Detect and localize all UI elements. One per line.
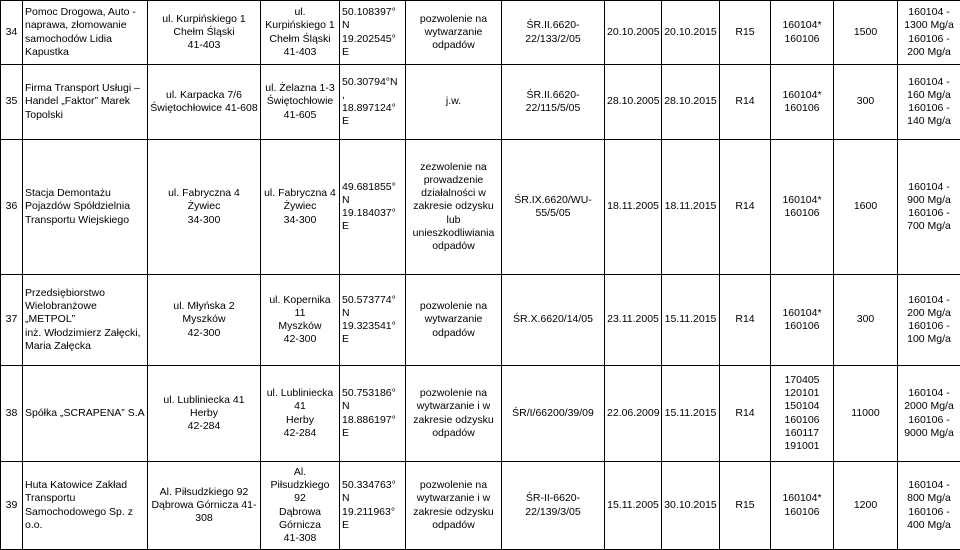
cell-date-valid: 15.11.2015 [662, 366, 720, 462]
cell-text-line: 18.897124° [342, 102, 403, 115]
cell-coordinates [340, 462, 406, 550]
cell-company-name [23, 275, 148, 366]
cell-company-name [23, 140, 148, 275]
cell-decision-number [502, 462, 605, 550]
cell-decision-number [502, 140, 605, 275]
cell-company-name [23, 65, 148, 140]
cell-text-line: 42-284 [150, 420, 258, 433]
cell-limits [898, 275, 960, 366]
cell-capacity: 1200 [834, 462, 898, 550]
cell-decision-type [406, 366, 502, 462]
cell-text-line: 400 Mg/a [900, 519, 958, 532]
cell-text-line: pozwolenie na [408, 13, 499, 26]
cell-text-line: Przedsiębiorstwo [25, 287, 145, 300]
cell-text-line: unieszkodliwiania [408, 227, 499, 240]
cell-text-line: Samochodowego Sp. z [25, 506, 145, 519]
cell-waste-codes [771, 366, 834, 462]
cell-text-line: Myszków [150, 313, 258, 326]
cell-text-line: 200 Mg/a [900, 307, 958, 320]
cell-text-line: Chełm Śląski [263, 33, 337, 46]
cell-site-address [261, 275, 340, 366]
cell-text-line: E [342, 46, 403, 59]
cell-text-line: Wielobranżowe „METPOL” [25, 300, 145, 326]
cell-company-address [148, 366, 261, 462]
cell-company-address [148, 275, 261, 366]
cell-waste-codes [771, 65, 834, 140]
cell-date-valid: 20.10.2015 [662, 1, 720, 65]
cell-text-line: Herby [150, 407, 258, 420]
cell-text-line: 160 Mg/a [900, 89, 958, 102]
cell-company-address [148, 65, 261, 140]
cell-text-line: 160106 [773, 33, 831, 46]
cell-text-line: pozwolenie na [408, 479, 499, 492]
cell-text-line: E [342, 115, 403, 128]
cell-text-line: zakresie odzysku [408, 506, 499, 519]
cell-text-line: 1300 Mg/a [900, 19, 958, 32]
cell-process-code: R14 [720, 140, 771, 275]
cell-date-issued: 20.10.2005 [605, 1, 662, 65]
cell-text-line: N [342, 492, 403, 505]
cell-text-line: 160104 - [900, 479, 958, 492]
cell-waste-codes [771, 140, 834, 275]
cell-text-line: 120101 [773, 387, 831, 400]
cell-text-line: 41-605 [263, 109, 337, 122]
cell-text-line: 900 Mg/a [900, 194, 958, 207]
cell-text-line: 41-403 [263, 46, 337, 59]
cell-text-line: ul. Fabryczna 4 [263, 187, 337, 200]
cell-lp: 35 [1, 65, 23, 140]
cell-text-line: 160106 - [900, 414, 958, 427]
table-row [1, 275, 960, 366]
cell-text-line: 308 [150, 512, 258, 525]
cell-text-line: 160106 - [900, 33, 958, 46]
cell-text-line: 800 Mg/a [900, 492, 958, 505]
cell-text-line: Myszków [263, 320, 337, 333]
cell-site-address [261, 65, 340, 140]
cell-text-line: 50.753186° [342, 387, 403, 400]
cell-limits [898, 1, 960, 65]
cell-text-line: wytwarzanie i w [408, 400, 499, 413]
cell-site-address [261, 140, 340, 275]
cell-capacity: 1600 [834, 140, 898, 275]
cell-text-line: ul. Lubliniecka [263, 387, 337, 400]
cell-text-line: Al. Piłsudzkiego 92 [150, 486, 258, 499]
cell-text-line: inż. Włodzimierz Załęcki, [25, 327, 145, 340]
cell-process-code: R15 [720, 1, 771, 65]
cell-date-issued: 18.11.2005 [605, 140, 662, 275]
cell-text-line: Pojazdów Spółdzielnia [25, 200, 145, 213]
cell-text-line: ul. [263, 6, 337, 19]
cell-text-line: 34-300 [263, 214, 337, 227]
cell-text-line: 160117 [773, 427, 831, 440]
cell-text-line: ŚR.II.6620-22/115/5/05 [504, 89, 602, 115]
cell-text-line: lub [408, 214, 499, 227]
cell-text-line: o.o. [25, 519, 145, 532]
cell-text-line: 160104 - [900, 6, 958, 19]
cell-capacity: 1500 [834, 1, 898, 65]
cell-text-line: E [342, 220, 403, 233]
cell-text-line: N [342, 194, 403, 207]
cell-text-line: 160104 - [900, 76, 958, 89]
cell-text-line: Maria Załęcka [25, 340, 145, 353]
cell-text-line: Dąbrowa Górnicza 41- [150, 499, 258, 512]
cell-text-line: 170405 [773, 374, 831, 387]
cell-text-line: prowadzenie [408, 174, 499, 187]
cell-text-line: ŚR.IX.6620/WU- [504, 194, 602, 207]
cell-text-line: 160104 - [900, 387, 958, 400]
cell-text-line: 160104* [773, 19, 831, 32]
cell-text-line: Dąbrowa [263, 506, 337, 519]
cell-date-issued: 28.10.2005 [605, 65, 662, 140]
cell-coordinates [340, 366, 406, 462]
cell-decision-number [502, 1, 605, 65]
cell-text-line: Transportu Wiejskiego [25, 214, 145, 227]
cell-text-line: Kapustka [25, 46, 145, 59]
cell-company-name [23, 462, 148, 550]
cell-text-line: Spółka „SCRAPENA” S.A [25, 407, 145, 420]
table-row [1, 462, 960, 550]
cell-text-line: 19.211963° [342, 506, 403, 519]
cell-text-line: ul. Żelazna 1-3 [263, 82, 337, 95]
cell-text-line: 50.30794°N [342, 76, 403, 89]
cell-decision-type [406, 275, 502, 366]
cell-text-line: działalności w [408, 187, 499, 200]
cell-waste-codes [771, 462, 834, 550]
cell-text-line: 700 Mg/a [900, 220, 958, 233]
cell-company-address [148, 462, 261, 550]
cell-text-line: ul. Kurpińskiego 1 [150, 13, 258, 26]
cell-text-line: 50.334763° [342, 479, 403, 492]
cell-date-valid: 15.11.2015 [662, 275, 720, 366]
cell-text-line: odpadów [408, 39, 499, 52]
cell-text-line: E [342, 333, 403, 346]
cell-limits [898, 462, 960, 550]
cell-capacity: 11000 [834, 366, 898, 462]
cell-lp: 36 [1, 140, 23, 275]
cell-text-line: 160104* [773, 194, 831, 207]
cell-coordinates [340, 1, 406, 65]
cell-text-line: 100 Mg/a [900, 333, 958, 346]
cell-text-line: odpadów [408, 519, 499, 532]
cell-text-line: N [342, 307, 403, 320]
cell-text-line: 200 Mg/a [900, 46, 958, 59]
cell-text-line: 160106 - [900, 102, 958, 115]
cell-text-line: ul. Lubliniecka 41 [150, 394, 258, 407]
cell-company-name [23, 366, 148, 462]
cell-decision-number [502, 275, 605, 366]
cell-text-line: 42-300 [263, 333, 337, 346]
cell-date-valid: 18.11.2015 [662, 140, 720, 275]
table-row [1, 65, 960, 140]
cell-date-valid: 30.10.2015 [662, 462, 720, 550]
cell-coordinates [340, 65, 406, 140]
cell-text-line: 2000 Mg/a [900, 400, 958, 413]
cell-text-line: Huta Katowice Zakład [25, 479, 145, 492]
cell-date-valid: 28.10.2015 [662, 65, 720, 140]
cell-date-issued: 23.11.2005 [605, 275, 662, 366]
cell-site-address [261, 1, 340, 65]
cell-text-line: j.w. [408, 95, 499, 108]
cell-text-line: 19.184037° [342, 207, 403, 220]
cell-date-issued: 22.06.2009 [605, 366, 662, 462]
cell-text-line: Firma Transport Usługi – [25, 82, 145, 95]
cell-text-line: 160106 [773, 102, 831, 115]
cell-limits [898, 65, 960, 140]
cell-limits [898, 366, 960, 462]
cell-text-line: 160106 - [900, 506, 958, 519]
cell-text-line: pozwolenie na [408, 387, 499, 400]
cell-decision-number [502, 65, 605, 140]
cell-text-line: 42-284 [263, 427, 337, 440]
cell-company-address [148, 1, 261, 65]
cell-text-line: odpadów [408, 240, 499, 253]
cell-company-address [148, 140, 261, 275]
cell-text-line: , [342, 89, 403, 102]
table-row [1, 1, 960, 65]
cell-text-line: E [342, 427, 403, 440]
cell-text-line: 55/5/05 [504, 207, 602, 220]
cell-waste-codes [771, 275, 834, 366]
cell-text-line: Stacja Demontażu [25, 187, 145, 200]
cell-text-line: ul. Karpacka 7/6 [150, 89, 258, 102]
cell-text-line: Kurpińskiego 1 [263, 19, 337, 32]
cell-lp: 39 [1, 462, 23, 550]
cell-decision-type [406, 1, 502, 65]
cell-text-line: zezwolenie na [408, 161, 499, 174]
cell-text-line: 160106 [773, 207, 831, 220]
cell-text-line: ŚR.II.6620-22/133/2/05 [504, 19, 602, 45]
cell-text-line: wytwarzanie [408, 26, 499, 39]
cell-text-line: Handel „Faktor” Marek [25, 95, 145, 108]
cell-lp: 38 [1, 366, 23, 462]
cell-text-line: wytwarzanie i w [408, 492, 499, 505]
cell-text-line: 160104* [773, 307, 831, 320]
cell-process-code: R14 [720, 366, 771, 462]
cell-text-line: 92 [263, 492, 337, 505]
cell-text-line: naprawa, złomowanie [25, 19, 145, 32]
cell-capacity: 300 [834, 275, 898, 366]
cell-text-line: Al. Piłsudzkiego [263, 466, 337, 492]
cell-text-line: Świętochłowie [263, 95, 337, 108]
cell-text-line: ul. Młyńska 2 [150, 300, 258, 313]
cell-decision-number [502, 366, 605, 462]
table-row [1, 366, 960, 462]
cell-text-line: 41 [263, 400, 337, 413]
cell-text-line: Transportu [25, 492, 145, 505]
cell-coordinates [340, 275, 406, 366]
cell-text-line: 41-308 [263, 532, 337, 545]
cell-process-code: R14 [720, 65, 771, 140]
cell-text-line: odpadów [408, 327, 499, 340]
cell-text-line: 160104* [773, 492, 831, 505]
cell-text-line: 41-403 [150, 39, 258, 52]
cell-text-line: wytwarzanie [408, 313, 499, 326]
cell-lp: 34 [1, 1, 23, 65]
cell-text-line: 50.573774° [342, 294, 403, 307]
cell-process-code: R15 [720, 462, 771, 550]
cell-text-line: 19.202545° [342, 33, 403, 46]
cell-coordinates [340, 140, 406, 275]
cell-site-address [261, 462, 340, 550]
table-row [1, 140, 960, 275]
cell-process-code: R14 [720, 275, 771, 366]
cell-text-line: 19.323541° [342, 320, 403, 333]
cell-limits [898, 140, 960, 275]
cell-text-line: Żywiec [150, 200, 258, 213]
cell-text-line: ul. Fabryczna 4 [150, 187, 258, 200]
cell-capacity: 300 [834, 65, 898, 140]
cell-text-line: ŚR/I/66200/39/09 [504, 407, 602, 420]
table-body [1, 1, 960, 550]
cell-text-line: ul. Kopernika [263, 294, 337, 307]
cell-text-line: 160104* [773, 89, 831, 102]
cell-text-line: Żywiec [263, 200, 337, 213]
cell-text-line: 160106 - [900, 320, 958, 333]
cell-text-line: Topolski [25, 109, 145, 122]
cell-text-line: 150104 [773, 400, 831, 413]
cell-text-line: ŚR.X.6620/14/05 [504, 313, 602, 326]
cell-decision-type [406, 462, 502, 550]
cell-text-line: 160106 [773, 506, 831, 519]
cell-date-issued: 15.11.2005 [605, 462, 662, 550]
cell-text-line: Górnicza [263, 519, 337, 532]
cell-text-line: 9000 Mg/a [900, 427, 958, 440]
cell-text-line: 191001 [773, 440, 831, 453]
cell-text-line: Herby [263, 414, 337, 427]
cell-decision-type [406, 65, 502, 140]
cell-text-line: pozwolenie na [408, 300, 499, 313]
cell-text-line: 49.681855° [342, 181, 403, 194]
cell-site-address [261, 366, 340, 462]
cell-text-line: samochodów Lidia [25, 33, 145, 46]
cell-text-line: 42-300 [150, 327, 258, 340]
cell-text-line: odpadów [408, 427, 499, 440]
cell-text-line: 140 Mg/a [900, 115, 958, 128]
cell-text-line: 34-300 [150, 214, 258, 227]
cell-text-line: Pomoc Drogowa, Auto - [25, 6, 145, 19]
cell-text-line: N [342, 400, 403, 413]
cell-text-line: 11 [263, 307, 337, 320]
cell-text-line: zakresie odzysku [408, 200, 499, 213]
cell-text-line: N [342, 19, 403, 32]
cell-text-line: 160104 - [900, 181, 958, 194]
cell-decision-type [406, 140, 502, 275]
cell-company-name [23, 1, 148, 65]
cell-text-line: 160104 - [900, 294, 958, 307]
cell-lp: 37 [1, 275, 23, 366]
cell-waste-codes [771, 1, 834, 65]
cell-text-line: 160106 [773, 414, 831, 427]
cell-text-line: 50.108397° [342, 6, 403, 19]
cell-text-line: 160106 - [900, 207, 958, 220]
cell-text-line: 18.886197° [342, 414, 403, 427]
cell-text-line: Świętochłowice 41-608 [150, 102, 258, 115]
cell-text-line: E [342, 519, 403, 532]
cell-text-line: Chełm Śląski [150, 26, 258, 39]
cell-text-line: ŚR-II-6620-22/139/3/05 [504, 492, 602, 518]
cell-text-line: 160106 [773, 320, 831, 333]
cell-text-line: zakresie odzysku [408, 414, 499, 427]
